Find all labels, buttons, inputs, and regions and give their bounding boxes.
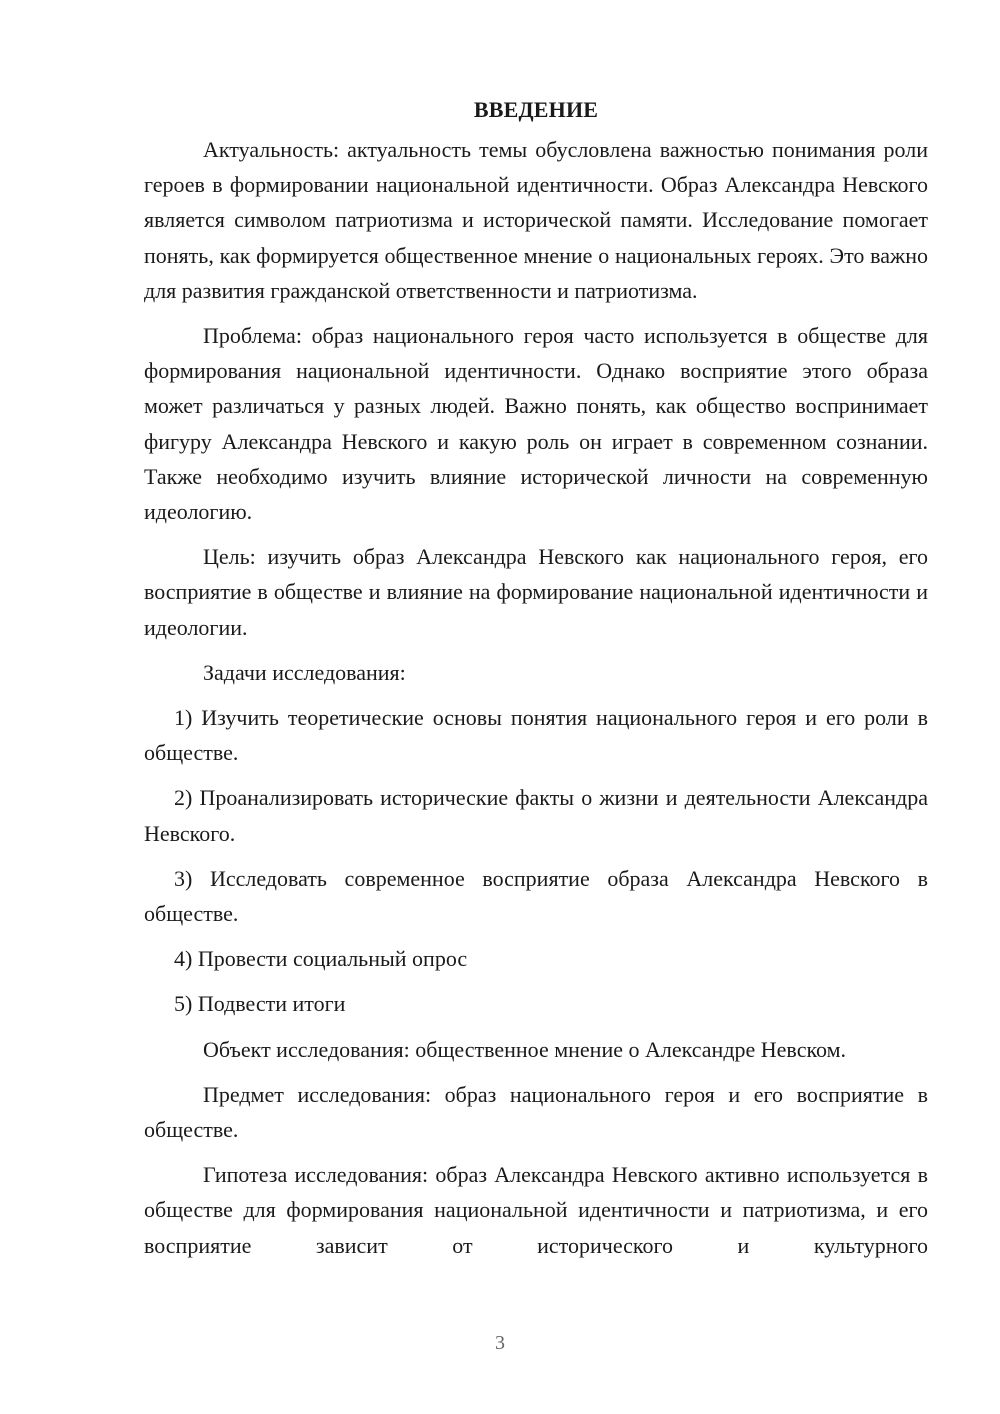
relevance-paragraph: Актуальность: актуальность темы обусловлена важностью понимания роли героев в формировании национальной идентичности. Образ Александра Невского является символом патриотизма и исторической памяти. Исследование помогает понять, как формируется общественное мнение о национальных героях. Это важно для развития гражданской ответственности и патриотизма. xyxy=(144,137,928,303)
task-item: 1) Изучить теоретические основы понятия национального героя и его роли в обществе. xyxy=(144,705,928,766)
object-paragraph: Объект исследования: общественное мнение о Александре Невском. xyxy=(203,1036,847,1062)
problem-paragraph: Проблема: образ национального героя часто используется в обществе для формирования национальной идентичности. Однако восприятие этого образа может различаться у разных людей. Важно понять, как общество воспринимает фигуру Александра Невского и какую роль он играет в современном сознании. Также необходимо изучить влияние исторической личности на современную идеологию. xyxy=(144,323,928,525)
tasks-heading: Задачи исследования: xyxy=(203,659,406,685)
task-item: 5) Подвести итоги xyxy=(174,991,346,1017)
document-page xyxy=(144,92,928,1273)
hypothesis-paragraph: Гипотеза исследования: образ Александра Невского активно используется в обществе для формирования национальной идентичности и патриотизма, и его восприятие зависит от исторического и культурного xyxy=(144,1162,928,1258)
subject-paragraph: Предмет исследования: образ национального героя и его восприятие в обществе. xyxy=(144,1081,928,1143)
task-item: 3) Исследовать современное восприятие образа Александра Невского в обществе. xyxy=(144,865,928,927)
section-title: ВВЕДЕНИЕ xyxy=(473,97,599,122)
goal-paragraph: Цель: изучить образ Александра Невского как национального героя, его восприятие в обществе и влияние на формирование национальной идентичности и идеологии. xyxy=(144,544,928,640)
task-item: 2) Проанализировать исторические факты о жизни и деятельности Александра Невского. xyxy=(144,785,928,846)
task-item: 4) Провести социальный опрос xyxy=(174,946,468,972)
page-number: 3 xyxy=(495,1332,505,1354)
